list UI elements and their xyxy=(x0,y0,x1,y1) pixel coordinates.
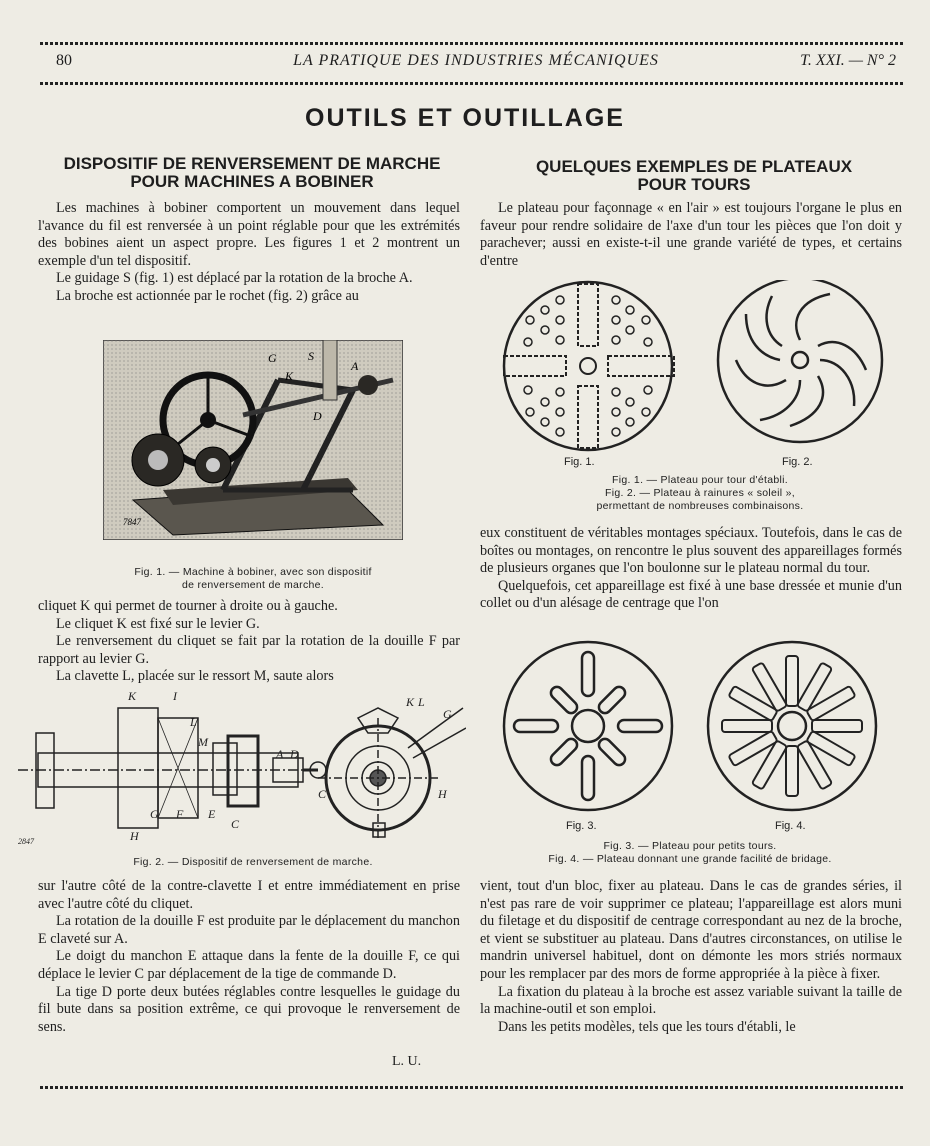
paragraph: La broche est actionnée par le rochet (fig. 2) grâce au xyxy=(56,287,359,304)
plates-fig1-fig2 xyxy=(500,280,890,470)
label-D: D xyxy=(313,409,322,423)
reversing-device-drawing xyxy=(18,688,466,850)
page-number: 80 xyxy=(56,52,72,69)
section-title: OUTILS ET OUTILLAGE xyxy=(305,104,625,132)
paragraph: La rotation de la douille F est produite par le déplacement du manchon E claveté sur A. xyxy=(38,913,460,947)
label-K: K xyxy=(128,689,137,703)
right-title-line-2: POUR TOURS xyxy=(637,175,751,194)
paragraph: eux constituent de véritables montages spéciaux. Toutefois, dans le cas de boîtes ou montages, on rencontre le plus souvent des appareillages formés de plusieurs organes que l'on boulonne sur le plateau normal du tour. xyxy=(480,525,902,577)
left-title-line-2: POUR MACHINES A BOBINER xyxy=(130,172,374,191)
paragraph: Le guidage S (fig. 1) est déplacé par la rotation de la broche A. xyxy=(56,270,413,287)
fig4-label: Fig. 4. xyxy=(775,820,806,832)
caption-line: Fig. 4. — Plateau donnant une grande facilité de bridage. xyxy=(548,853,832,865)
plates-caption-1-2 xyxy=(520,474,880,513)
caption-line: permettant de nombreuses combinaisons. xyxy=(596,500,804,512)
caption-line: Fig. 1. — Machine à bobiner, avec son dispositif xyxy=(134,566,372,578)
fig3-label: Fig. 3. xyxy=(566,820,597,832)
left-intro-text xyxy=(38,200,460,306)
label-C: C xyxy=(231,817,240,831)
label-E: E xyxy=(208,807,216,821)
plates-caption-3-4 xyxy=(505,840,875,866)
label-D: D xyxy=(290,747,299,761)
label-K: K xyxy=(406,695,415,709)
fig1-caption xyxy=(95,566,411,592)
caption-line: Fig. 1. — Plateau pour tour d'établi. xyxy=(612,474,788,486)
paragraph: Les machines à bobiner comportent un mouvement dans lequel l'avance du fil est renversée à un point réglable pour que les extrémités des bobines aient un aspect propre. Les figures 1 et 2 montrent un exemple d'un tel dispositif. xyxy=(38,200,460,269)
fig2-label: Fig. 2. xyxy=(782,456,813,468)
label-I: I xyxy=(173,689,177,703)
label-A: A xyxy=(351,359,359,373)
paragraph: La clavette L, placée sur le ressort M, saute alors xyxy=(56,668,334,685)
plates-fig3-fig4 xyxy=(500,638,890,818)
fig2-caption: Fig. 2. — Dispositif de renversement de marche. xyxy=(133,856,373,868)
header-rule xyxy=(40,82,904,85)
label-G: G xyxy=(268,351,277,365)
right-middle-text xyxy=(480,525,902,613)
paragraph: La tige D porte deux butées réglables contre lesquelles le guidage du fil bute dans sa position extrême, ce qui provoque le renversement de sens. xyxy=(38,983,460,1035)
paragraph: vient, tout d'un bloc, fixer au plateau. Dans le cas de grandes séries, il n'est pas rare de voir supprimer ce plateau; l'appareillage est alors muni du filetage et du dispositif de centrage correspondant au nez de la broche, et vient se substituer au plateau. Dans d'autres circonstances, on utilise le mandrin universel habituel, dont on démonte les mors striés normaux pour les remplacer par des mors de forme appropriée à la pièce à fixer. xyxy=(480,878,902,982)
paragraph: La fixation du plateau à la broche est assez variable suivant la taille de la machine-outil et son emploi. xyxy=(480,983,902,1018)
paragraph: Quelquefois, cet appareillage est fixé à une base dressée et munie d'un collet ou d'un alésage de centrage que l'on xyxy=(480,577,902,612)
left-bottom-text xyxy=(38,878,460,1036)
right-bottom-text xyxy=(480,878,902,1036)
paragraph: Le cliquet K est fixé sur le levier G. xyxy=(56,615,260,632)
winding-machine-photo xyxy=(103,340,403,540)
paragraph: sur l'autre côté de la contre-clavette I et entre immédiatement en prise avec l'autre côté du cliquet. xyxy=(38,878,460,912)
author-signature: L. U. xyxy=(392,1054,422,1069)
running-header xyxy=(56,52,896,74)
label-G: G xyxy=(443,707,452,721)
volume-number: T. XXI. — N° 2 xyxy=(800,52,896,69)
caption-line: de renversement de marche. xyxy=(181,579,325,591)
label-L: L xyxy=(418,695,425,709)
left-middle-text xyxy=(38,598,460,686)
label-S: S xyxy=(308,349,314,363)
left-article-title xyxy=(38,155,466,191)
paragraph: Dans les petits modèles, tels que les tours d'établi, le xyxy=(498,1018,796,1035)
left-title-line-1: DISPOSITIF DE RENVERSEMENT DE MARCHE xyxy=(63,154,441,173)
paragraph: Le renversement du cliquet se fait par la rotation de la douille F par rapport au levier G. xyxy=(38,633,460,667)
right-intro-text xyxy=(480,200,902,270)
label-G: G xyxy=(150,807,159,821)
photo-number: 7847 xyxy=(123,517,141,527)
label-K: K xyxy=(285,369,294,383)
label-F: F xyxy=(176,807,184,821)
right-article-title xyxy=(480,158,908,194)
caption-line: Fig. 3. — Plateau pour petits tours. xyxy=(603,840,777,852)
paragraph: Le doigt du manchon E attaque dans la fente de la douille F, ce qui déplace le levier C par déplacement de la tige de commande D. xyxy=(38,948,460,982)
label-L: L xyxy=(190,715,197,729)
label-H: H xyxy=(438,787,447,801)
paragraph: cliquet K qui permet de tourner à droite ou à gauche. xyxy=(38,598,338,614)
right-title-line-1: QUELQUES EXEMPLES DE PLATEAUX xyxy=(535,157,853,176)
paragraph: Le plateau pour façonnage « en l'air » est toujours l'organe le plus en faveur pour rendre solidaire de l'axe d'un tour les pièces que l'on doit y parachever; aussi en existe-t-il une grande variété de types, et certains d'entre xyxy=(480,200,902,269)
bottom-rule xyxy=(40,1086,904,1089)
fig1-label: Fig. 1. xyxy=(564,456,595,468)
top-rule xyxy=(40,42,904,45)
label-C: C xyxy=(318,787,327,801)
journal-title: LA PRATIQUE DES INDUSTRIES MÉCANIQUES xyxy=(293,52,659,69)
drawing-number: 2847 xyxy=(18,837,34,846)
label-M: M xyxy=(198,735,208,749)
caption-line: Fig. 2. — Plateau à rainures « soleil », xyxy=(604,487,795,499)
label-H: H xyxy=(130,829,139,843)
label-A: A xyxy=(276,747,284,761)
